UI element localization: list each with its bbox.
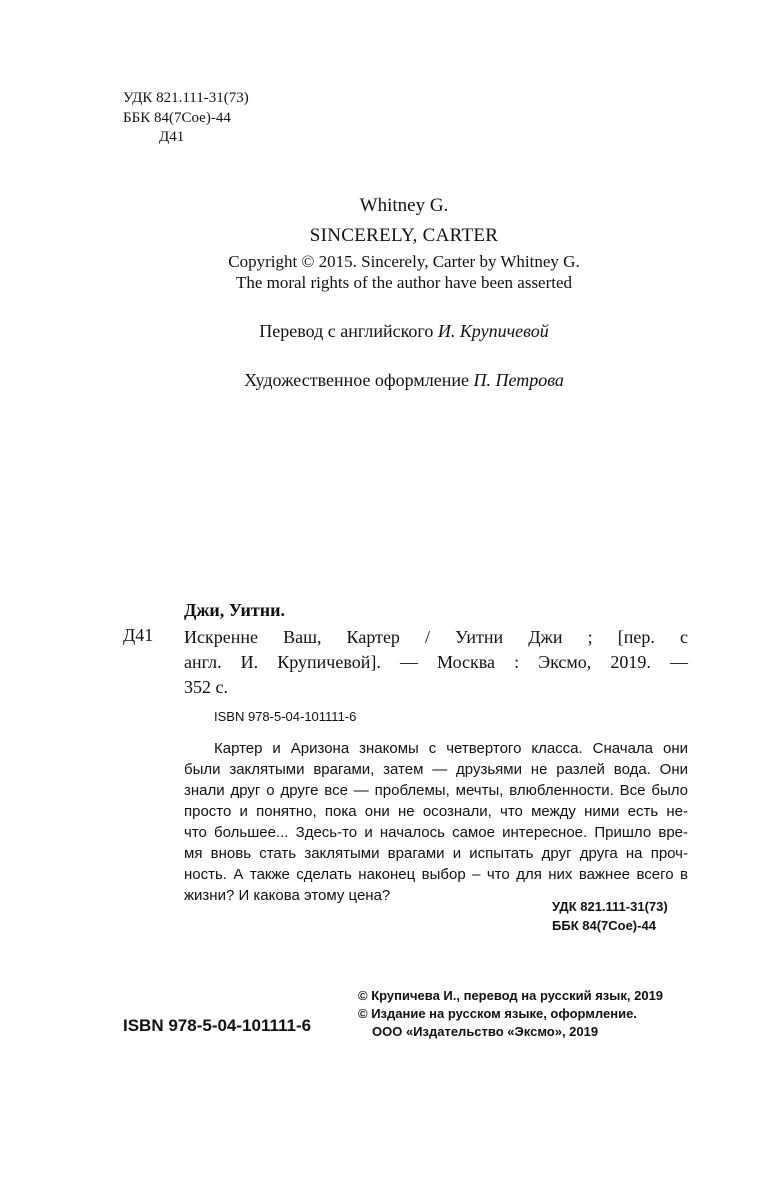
annotation-line: знали друг о друге все — проблемы, мечты, влюбленности. Все было bbox=[184, 782, 688, 799]
footer-isbn: ISBN 978-5-04-101111-6 bbox=[123, 1016, 312, 1035]
description-line: англ. И. Крупичевой]. — Москва : Эксмо, 2019. — bbox=[184, 652, 688, 672]
publisher-copyright: ООО «Издательство «Эксмо», 2019 bbox=[372, 1024, 599, 1039]
annotation-line: просто и понятно, пока они не осознали, что между ними есть не- bbox=[184, 803, 688, 820]
moral-rights-line: The moral rights of the author have been asserted bbox=[235, 273, 573, 292]
annotation-line: были заклятыми врагами, затем — друзьями не разлей вода. Они bbox=[184, 761, 688, 778]
designer-name: П. Петрова bbox=[473, 370, 564, 390]
annotation-line: Картер и Аризона знакомы с четвертого класса. Сначала они bbox=[214, 740, 688, 757]
design-label: Художественное оформление bbox=[244, 370, 469, 390]
copyright-notice bbox=[358, 987, 663, 1041]
classification-codes-bottom bbox=[552, 897, 668, 935]
annotation bbox=[184, 738, 688, 906]
udk-code: УДК 821.111-31(73) bbox=[123, 90, 249, 106]
edition-copyright: © Издание на русском языке, оформление. bbox=[358, 1006, 637, 1021]
original-author: Whitney G. bbox=[359, 195, 449, 216]
annotation-line: жизни? И какова этому цена? bbox=[184, 887, 391, 904]
classification-codes-top bbox=[123, 89, 249, 148]
translator-name: И. Крупичевой bbox=[437, 321, 549, 341]
annotation-line: мя вновь стать заклятыми врагами и испытать друг друга на проч- bbox=[184, 845, 688, 862]
bbk-code: ББК 84(7Сое)-44 bbox=[552, 918, 656, 933]
udk-code: УДК 821.111-31(73) bbox=[552, 899, 668, 914]
original-copyright bbox=[0, 251, 768, 293]
translation-copyright: © Крупичева И., перевод на русский язык, 2019 bbox=[358, 988, 664, 1003]
copyright-line: Copyright © 2015. Sincerely, Carter by Whitney G. bbox=[228, 252, 580, 271]
annotation-line: что большее... Здесь-то и началось самое интересное. Пришло вре- bbox=[184, 824, 688, 841]
translation-label: Перевод с английского bbox=[259, 321, 434, 341]
record-description bbox=[184, 625, 688, 700]
annotation-line: ность. А также сделать наконец выбор – что для них важнее всего в bbox=[184, 866, 688, 883]
author-code: Д41 bbox=[159, 129, 185, 145]
record-heading-author: Джи, Уитни. bbox=[184, 600, 285, 620]
description-line: Искренне Ваш, Картер / Уитни Джи ; [пер. с bbox=[184, 627, 688, 647]
original-title: SINCERELY, CARTER bbox=[309, 225, 499, 246]
design-credit bbox=[0, 370, 768, 391]
record-author-code: Д41 bbox=[123, 625, 154, 645]
record-isbn: ISBN 978-5-04-101111-6 bbox=[214, 709, 357, 724]
translation-credit bbox=[0, 321, 768, 342]
bbk-code: ББК 84(7Сое)-44 bbox=[123, 109, 231, 126]
description-line: 352 с. bbox=[184, 677, 228, 697]
